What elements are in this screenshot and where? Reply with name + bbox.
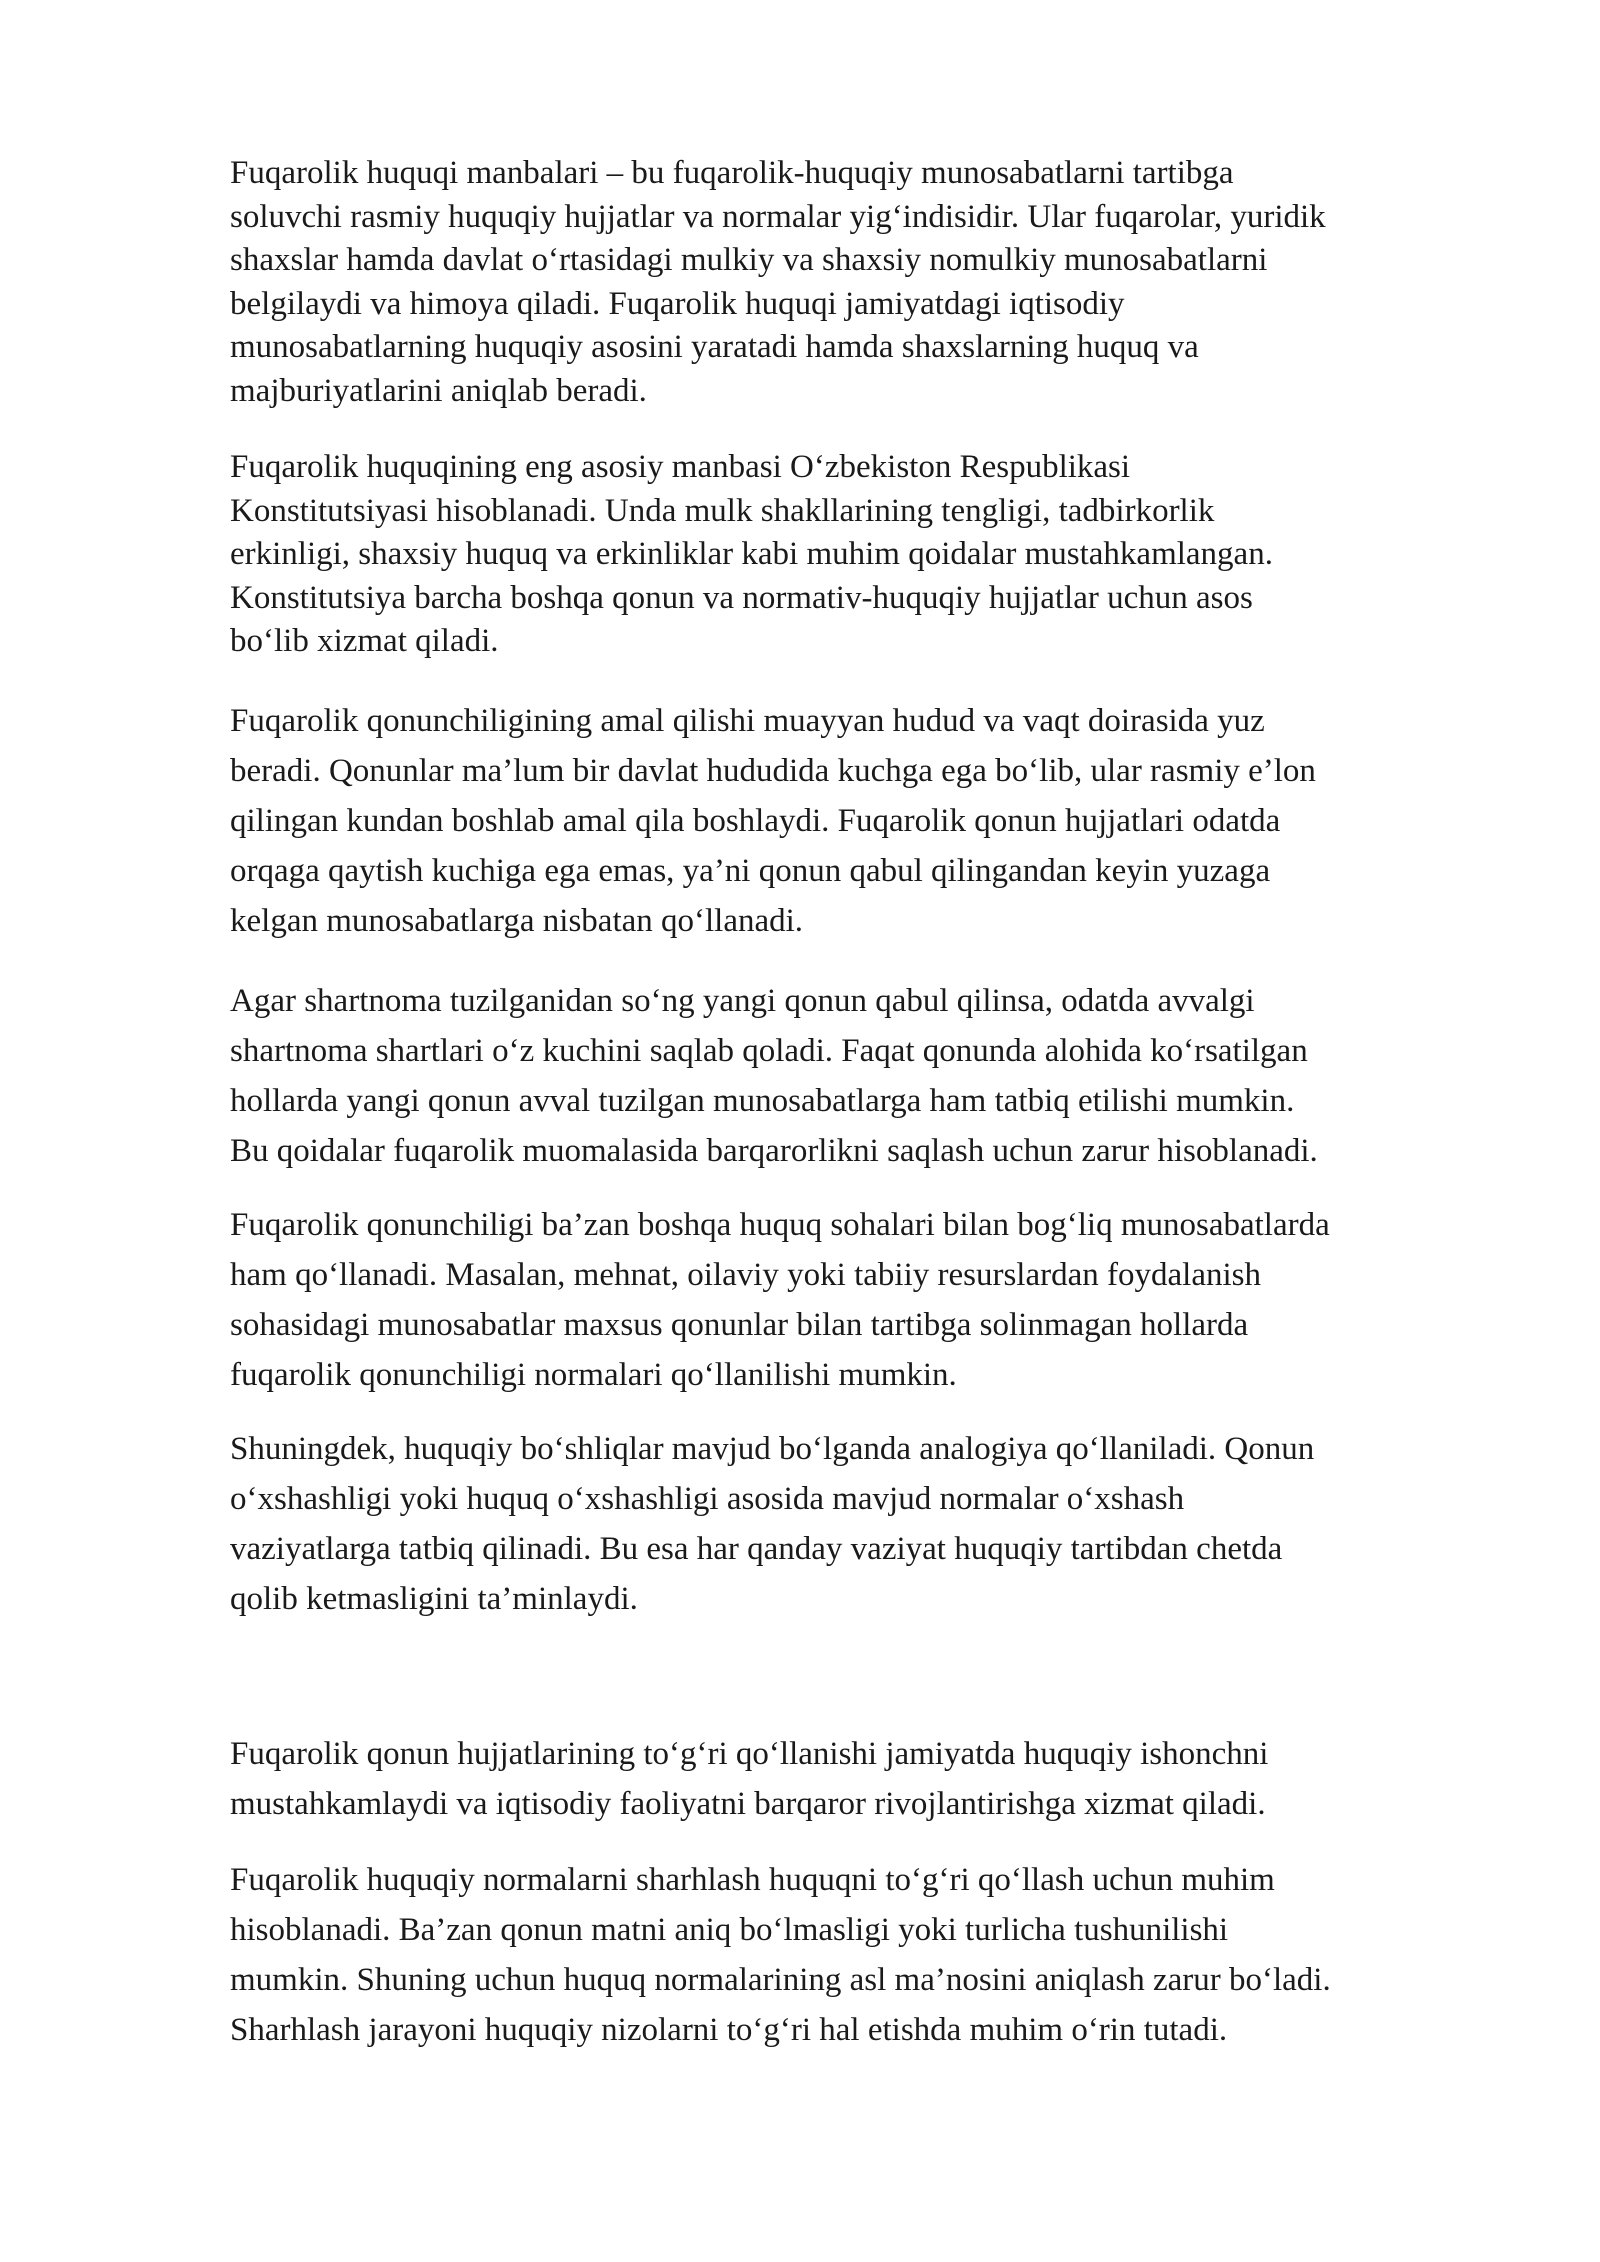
document-body — [230, 152, 1510, 2055]
paragraph-constitution: Fuqarolik huquqining eng asosiy manbasi O‘zbekiston Respublikasi Konstitutsiyasi hisoblanadi. Unda mulk shakllarining tengligi, tadbirkorlik erkinligi, shaxsiy huquq va erkinliklar kabi muhim qoidalar mustahkamlangan. Konstitutsiya barcha boshqa qonun va normativ-huquqiy hujjatlar uchun asos bo‘lib xizmat qiladi. — [230, 449, 1273, 659]
paragraph-contract-and-new-law: Agar shartnoma tuzilganidan so‘ng yangi qonun qabul qilinsa, odatda avvalgi shartnoma shartlari o‘z kuchini saqlab qoladi. Faqat qonunda alohida ko‘rsatilgan hollarda yangi qonun avval tuzilgan munosabatlarga ham tatbiq etilishi mumkin. Bu qoidalar fuqarolik muomalasida barqarorlikni saqlash uchun zarur hisoblanadi. — [230, 982, 1318, 1169]
paragraph-other-branches: Fuqarolik qonunchiligi ba’zan boshqa huquq sohalari bilan bog‘liq munosabatlarda ham qo‘llanadi. Masalan, mehnat, oilaviy yoki tabiiy resurslardan foydalanish sohasidagi munosabatlar maxsus qonunlar bilan tartibga solinmagan hollarda fuqarolik qonunchiligi normalari qo‘llanilishi mumkin. — [230, 1206, 1330, 1393]
paragraph-territory-and-time: Fuqarolik qonunchiligining amal qilishi muayyan hudud va vaqt doirasida yuz beradi. Qonunlar ma’lum bir davlat hududida kuchga ega bo‘lib, ular rasmiy e’lon qilingan kundan boshlab amal qila boshlaydi. Fuqarolik qonun hujjatlari odatda orqaga qaytish kuchiga ega emas, ya’ni qonun qabul qilingandan keyin yuzaga kelgan munosabatlarga nisbatan qo‘llanadi. — [230, 702, 1316, 939]
paragraph-proper-application: Fuqarolik qonun hujjatlarining to‘g‘ri qo‘llanishi jamiyatda huquqiy ishonchni mustahkamlaydi va iqtisodiy faoliyatni barqaror rivojlantirishga xizmat qiladi. — [230, 1735, 1269, 1822]
paragraph-civil-law-sources: Fuqarolik huquqi manbalari – bu fuqarolik-huquqiy munosabatlarni tartibga soluvchi rasmiy huquqiy hujjatlar va normalar yig‘indisidir. Ular fuqarolar, yuridik shaxslar hamda davlat o‘rtasidagi mulkiy va shaxsiy nomulkiy munosabatlarni belgilaydi va himoya qiladi. Fuqarolik huquqi jamiyatdagi iqtisodiy munosabatlarning huquqiy asosini yaratadi hamda shaxslarning huquq va majburiyatlarini aniqlab beradi. — [230, 155, 1326, 409]
paragraph-analogy: Shuningdek, huquqiy bo‘shliqlar mavjud bo‘lganda analogiya qo‘llaniladi. Qonun o‘xshashligi yoki huquq o‘xshashligi asosida mavjud normalar o‘xshash vaziyatlarga tatbiq qilinadi. Bu esa har qanday vaziyat huquqiy tartibdan chetda qolib ketmasligini ta’minlaydi. — [230, 1430, 1315, 1617]
paragraph-interpretation: Fuqarolik huquqiy normalarni sharhlash huquqni to‘g‘ri qo‘llash uchun muhim hisoblanadi. Ba’zan qonun matni aniq bo‘lmasligi yoki turlicha tushunilishi mumkin. Shuning uchun huquq normalarining asl ma’nosini aniqlash zarur bo‘ladi. Sharhlash jarayoni huquqiy nizolarni to‘g‘ri hal etishda muhim o‘rin tutadi. — [230, 1861, 1331, 2048]
